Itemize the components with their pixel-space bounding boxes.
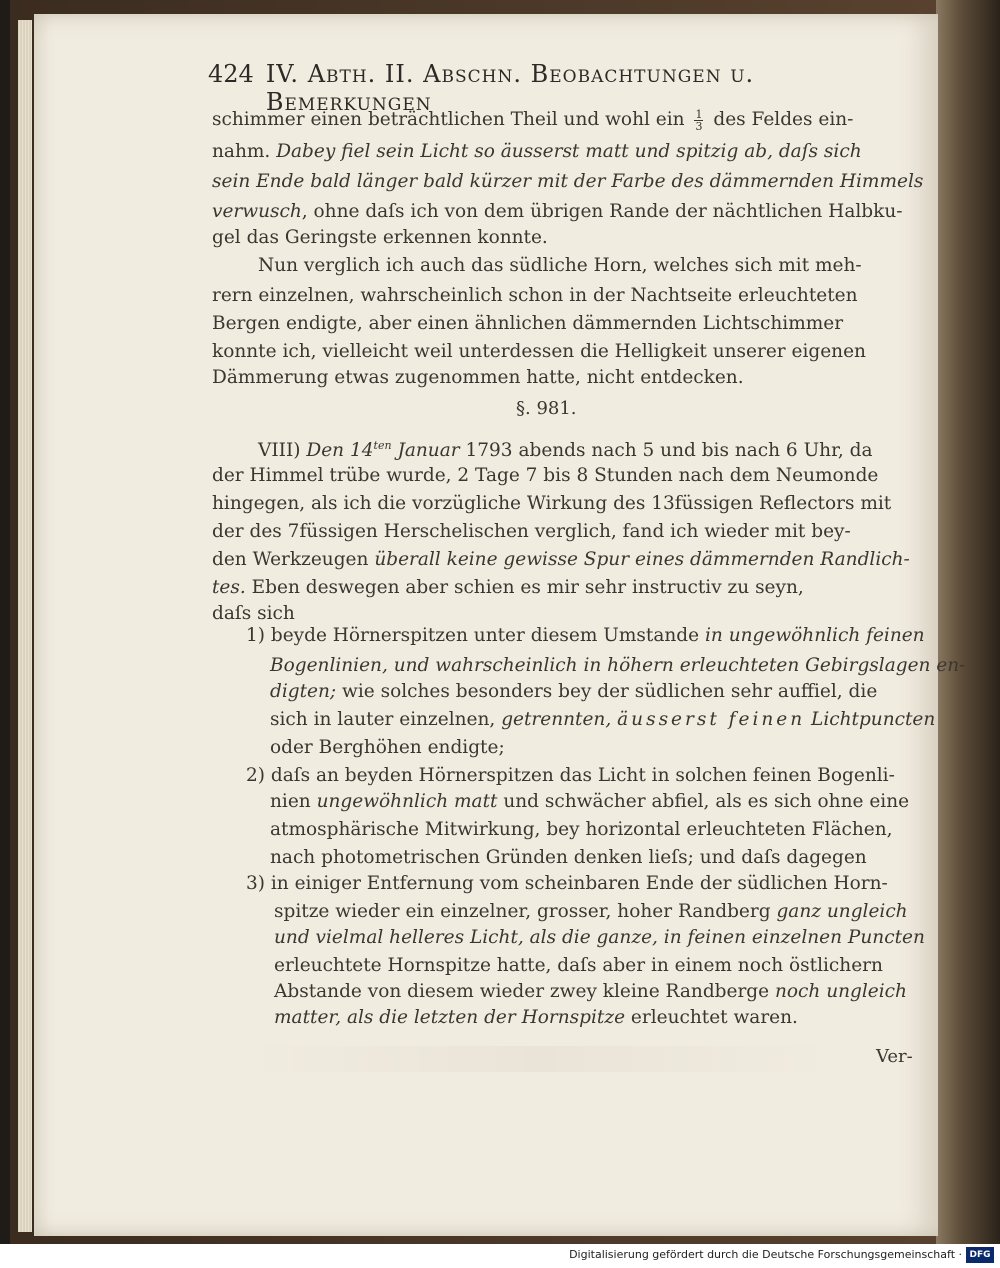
- text-line-3: sein Ende bald länger bald kürzer mit der Farbe des dämmernden Himmels: [212, 171, 924, 192]
- text-span: des Feldes ein-: [713, 109, 854, 130]
- catchword: Ver-: [876, 1046, 913, 1067]
- italic-span: Januar: [397, 440, 460, 461]
- text-span: und schwächer abfiel, als es sich ohne eine: [503, 791, 910, 812]
- text-line-22: oder Berghöhen endigte;: [270, 737, 505, 758]
- text-line-18: [246, 620, 925, 652]
- text-span: Abstande von diesem wieder zwey kleine Randberge: [274, 981, 770, 1002]
- page-edges: [18, 20, 32, 1232]
- text-line-1: [212, 104, 853, 136]
- text-line-6: Nun verglich ich auch das südliche Horn, welches sich mit meh-: [258, 255, 862, 276]
- text-span: nahm.: [212, 141, 271, 162]
- fraction-numerator: 1: [695, 107, 703, 121]
- text-span: 1) beyde Hörnerspitzen unter diesem Umstande: [246, 625, 700, 646]
- text-line-13: hingegen, als ich die vorzügliche Wirkung des 13füssigen Reflectors mit: [212, 493, 892, 514]
- italic-span: ganz ungleich: [776, 901, 908, 922]
- italic-span: noch ungleich: [774, 981, 907, 1002]
- text-line-17: daſs sich: [212, 603, 295, 624]
- section-heading: §. 981.: [516, 398, 577, 419]
- italic-span: ungewöhnlich matt: [316, 791, 498, 812]
- text-line-8: Bergen endigte, aber einen ähnlichen dämmernden Lichtschimmer: [212, 313, 844, 334]
- italic-span: getrennten,: [501, 709, 612, 730]
- text-line-11: [258, 430, 873, 462]
- text-span: den Werkzeugen: [212, 549, 369, 570]
- text-span: 1793 abends nach 5 und bis nach 6 Uhr, da: [465, 440, 873, 461]
- text-span: VIII): [258, 440, 301, 461]
- text-line-19: Bogenlinien, und wahrscheinlich in höhern erleuchteten Gebirgslagen en-: [270, 655, 966, 676]
- italic-span: in ungewöhnlich feinen: [704, 625, 925, 646]
- spaced-italic-span: äusserst feinen: [617, 709, 806, 730]
- text-line-14: der des 7füssigen Herschelischen verglich, fand ich wieder mit bey-: [212, 521, 851, 542]
- text-span: , ohne daſs ich von dem übrigen Rande der nächtlichen Halbku-: [301, 201, 903, 222]
- italic-span: tes.: [212, 577, 246, 598]
- fraction-one-third: [694, 109, 703, 132]
- text-span: schimmer einen beträchtlichen Theil und wohl ein: [212, 109, 685, 130]
- text-line-5: gel das Geringste erkennen konnte.: [212, 227, 548, 248]
- text-span: nien: [270, 791, 311, 812]
- italic-span: verwusch: [212, 201, 302, 222]
- italic-span: Den 14: [306, 440, 374, 461]
- italic-span: digten;: [270, 681, 337, 702]
- text-line-23: 2) daſs an beyden Hörnerspitzen das Licht in solchen feinen Bogenli-: [246, 765, 895, 786]
- text-line-12: der Himmel trübe wurde, 2 Tage 7 bis 8 Stunden nach dem Neumonde: [212, 465, 879, 486]
- page-number: 424: [208, 60, 254, 88]
- text-line-10: Dämmerung etwas zugenommen hatte, nicht entdecken.: [212, 367, 744, 388]
- italic-span: überall keine gewisse Spur eines dämmernden Randlich-: [374, 549, 910, 570]
- fraction-denominator: 3: [695, 119, 703, 133]
- text-span: erleuchtet waren.: [630, 1007, 798, 1028]
- text-line-7: rern einzelnen, wahrscheinlich schon in der Nachtseite erleuchteten: [212, 285, 858, 306]
- text-span: spitze wieder ein einzelner, grosser, hoher Randberg: [274, 901, 771, 922]
- italic-span: Dabey fiel sein Licht so äusserst matt und spitzig ab, daſs sich: [276, 141, 862, 162]
- text-span: sich in lauter einzelnen,: [270, 709, 496, 730]
- dfg-logo[interactable]: DFG: [966, 1247, 994, 1263]
- text-line-27: 3) in einiger Entfernung vom scheinbaren Ende der südlichen Horn-: [246, 873, 888, 894]
- text-span: Eben deswegen aber schien es mir sehr instructiv zu seyn,: [251, 577, 804, 598]
- text-line-30: erleuchtete Hornspitze hatte, daſs aber in einem noch östlichern: [274, 955, 883, 976]
- text-line-25: atmosphärische Mitwirkung, bey horizontal erleuchteten Flächen,: [270, 819, 893, 840]
- text-line-9: konnte ich, vielleicht weil unterdessen die Helligkeit unserer eigenen: [212, 341, 866, 362]
- show-through-shadow: [240, 1046, 840, 1072]
- text-line-26: nach photometrischen Gründen denken lieſs; und daſs dagegen: [270, 847, 867, 868]
- text-line-2: [212, 136, 862, 168]
- text-line-16: [212, 572, 804, 604]
- book-spine: [936, 0, 1000, 1244]
- running-header: [208, 60, 908, 116]
- superscript: ten: [373, 439, 392, 452]
- footer-bar: [0, 1244, 1000, 1268]
- text-span: wie solches besonders bey der südlichen sehr auffiel, die: [342, 681, 878, 702]
- text-line-29: und vielmal helleres Licht, als die ganze, in feinen einzelnen Puncten: [274, 927, 925, 948]
- italic-span: Lichtpuncten: [811, 709, 936, 730]
- running-head-title: IV. Abth. II. Abschn. Beobachtungen u. Bemerkungen: [265, 60, 755, 116]
- italic-span: matter, als die letzten der Hornspitze: [274, 1007, 626, 1028]
- funding-credit: Digitalisierung gefördert durch die Deutsche Forschungsgemeinschaft ·: [569, 1248, 962, 1261]
- text-line-32: [274, 1002, 798, 1034]
